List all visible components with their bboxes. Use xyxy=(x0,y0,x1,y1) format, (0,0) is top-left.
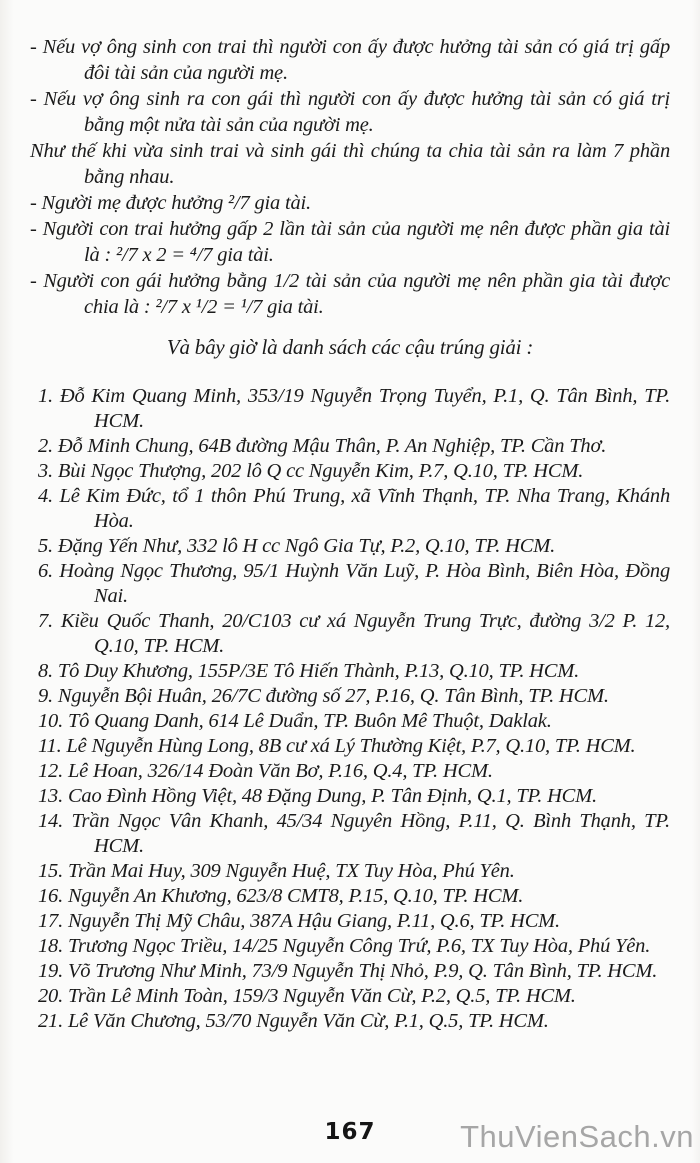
winners-list xyxy=(30,384,670,1034)
winner-entry: 13. Cao Đình Hồng Việt, 48 Đặng Dung, P. Tân Định, Q.1, TP. HCM. xyxy=(38,785,597,807)
winner-entry: 7. Kiều Quốc Thanh, 20/C103 cư xá Nguyễn Trung Trực, đường 3/2 P. 12, Q.10, TP. HCM. xyxy=(38,610,670,657)
intro-section xyxy=(30,34,670,320)
winner-entry: 19. Võ Trương Như Minh, 73/9 Nguyễn Thị Nhỏ, P.9, Q. Tân Bình, TP. HCM. xyxy=(38,960,658,982)
winner-entry: 12. Lê Hoan, 326/14 Đoàn Văn Bơ, P.16, Q.4, TP. HCM. xyxy=(38,760,493,782)
winner-entry: 21. Lê Văn Chương, 53/70 Nguyễn Văn Cừ, P.1, Q.5, TP. HCM. xyxy=(38,1010,549,1032)
winner-entry: 20. Trần Lê Minh Toàn, 159/3 Nguyễn Văn Cừ, P.2, Q.5, TP. HCM. xyxy=(38,985,576,1007)
winner-entry: 11. Lê Nguyễn Hùng Long, 8B cư xá Lý Thường Kiệt, P.7, Q.10, TP. HCM. xyxy=(38,735,636,757)
intro-paragraph: - Người con gái hưởng bằng 1/2 tài sản của người mẹ nên phần gia tài được chia là : ²/7 x ¹/2 = ¹/7 gia tài. xyxy=(30,270,670,318)
winner-entry: 5. Đặng Yến Như, 332 lô H cc Ngô Gia Tự, P.2, Q.10, TP. HCM. xyxy=(38,535,556,557)
winner-entry: 4. Lê Kim Đức, tổ 1 thôn Phú Trung, xã Vĩnh Thạnh, TP. Nha Trang, Khánh Hòa. xyxy=(38,485,670,532)
page-number: 167 xyxy=(324,1119,376,1145)
winner-entry: 2. Đỗ Minh Chung, 64B đường Mậu Thân, P. An Nghiệp, TP. Cần Thơ. xyxy=(38,435,607,457)
winner-entry: 3. Bùi Ngọc Thượng, 202 lô Q cc Nguyễn Kim, P.7, Q.10, TP. HCM. xyxy=(38,460,584,482)
intro-paragraph: - Người mẹ được hưởng ²/7 gia tài. xyxy=(30,192,311,214)
winner-entry: 14. Trần Ngọc Vân Khanh, 45/34 Nguyên Hồng, P.11, Q. Bình Thạnh, TP. HCM. xyxy=(38,810,670,857)
winner-entry: 10. Tô Quang Danh, 614 Lê Duẩn, TP. Buôn Mê Thuột, Daklak. xyxy=(38,710,552,732)
intro-paragraph: - Người con trai hưởng gấp 2 lần tài sản của người mẹ nên được phần gia tài là : ²/7 x 2 = ⁴/7 gia tài. xyxy=(30,218,670,266)
intro-paragraph: - Nếu vợ ông sinh ra con gái thì người con ấy được hưởng tài sản có giá trị bằng một nửa tài sản của người mẹ. xyxy=(30,88,670,136)
winner-entry: 1. Đỗ Kim Quang Minh, 353/19 Nguyễn Trọng Tuyển, P.1, Q. Tân Bình, TP. HCM. xyxy=(38,385,670,432)
intro-paragraph: - Nếu vợ ông sinh con trai thì người con ấy được hưởng tài sản có giá trị gấp đôi tài sản của người mẹ. xyxy=(30,36,670,84)
watermark-thuviensach: ThuVienSach.vn xyxy=(460,1119,694,1154)
winner-entry: 15. Trần Mai Huy, 309 Nguyễn Huệ, TX Tuy Hòa, Phú Yên. xyxy=(38,860,515,882)
winner-entry: 9. Nguyễn Bội Huân, 26/7C đường số 27, P.16, Q. Tân Bình, TP. HCM. xyxy=(38,685,609,707)
winner-entry: 8. Tô Duy Khương, 155P/3E Tô Hiến Thành, P.13, Q.10, TP. HCM. xyxy=(38,660,580,682)
winners-heading: Và bây giờ là danh sách các cậu trúng giải : xyxy=(166,335,534,359)
winner-entry: 16. Nguyễn An Khương, 623/8 CMT8, P.15, Q.10, TP. HCM. xyxy=(38,885,524,907)
page-footer xyxy=(0,1107,700,1163)
intro-paragraph: Như thế khi vừa sinh trai và sinh gái thì chúng ta chia tài sản ra làm 7 phần bằng nhau. xyxy=(30,140,670,188)
winner-entry: 18. Trương Ngọc Triều, 14/25 Nguyễn Công Trứ, P.6, TX Tuy Hòa, Phú Yên. xyxy=(38,935,651,957)
winner-entry: 17. Nguyễn Thị Mỹ Châu, 387A Hậu Giang, P.11, Q.6, TP. HCM. xyxy=(38,910,560,932)
winner-entry: 6. Hoàng Ngọc Thương, 95/1 Huỳnh Văn Luỹ, P. Hòa Bình, Biên Hòa, Đồng Nai. xyxy=(38,560,670,607)
